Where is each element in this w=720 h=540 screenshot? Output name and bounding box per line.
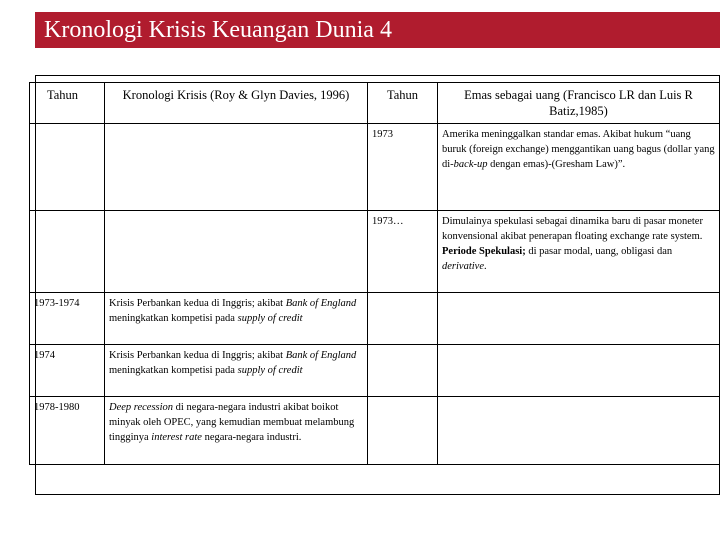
text-run: di pasar modal, uang, obligasi dan: [525, 246, 673, 257]
header-year-right: Tahun: [368, 83, 438, 124]
cell-year-left: 1978-1980: [30, 397, 105, 465]
cell-year-left: 1974: [30, 345, 105, 397]
text-run: .: [483, 261, 487, 272]
chronology-table: [29, 82, 720, 465]
table-row: [30, 211, 720, 293]
cell-gold: [438, 124, 720, 211]
text-run: Deep recession: [109, 402, 174, 413]
cell-year-right: 1973: [368, 124, 438, 211]
cell-gold: [438, 293, 720, 345]
text-run: supply of credit: [237, 313, 303, 324]
cell-crisis: [105, 124, 368, 211]
text-run: Amerika meninggalkan standar emas. Akibat hukum “uang buruk (foreign exchange) menggantikan uang bagus (dollar yang di-: [442, 129, 715, 170]
page-title: Kronologi Krisis Keuangan Dunia 4: [44, 17, 392, 43]
cell-year-right: [368, 293, 438, 345]
text-run: Krisis Perbankan kedua di Inggris; akibat: [109, 350, 286, 361]
text-run: back-up: [453, 159, 488, 170]
cell-year-left: 1973-1974: [30, 293, 105, 345]
cell-year-right: 1973…: [368, 211, 438, 293]
text-run: Dimulainya spekulasi sebagai dinamika baru di pasar moneter konvensional akibat penerapan floating exchange rate system.: [442, 216, 703, 242]
text-run: Krisis Perbankan kedua di Inggris; akibat: [109, 298, 286, 309]
text-run: Periode Spekulasi;: [442, 246, 526, 257]
cell-crisis: [105, 211, 368, 293]
table-row: [30, 345, 720, 397]
text-run: dengan emas)-(Gresham Law)”.: [487, 159, 626, 170]
table-row: [30, 293, 720, 345]
table-header-row: [30, 83, 720, 124]
text-run: meningkatkan kompetisi pada: [109, 313, 238, 324]
text-run: di negara-negara industri akibat boikot minyak oleh OPEC, yang kemudian membuat melambung tingginya: [109, 402, 355, 443]
cell-gold: [438, 345, 720, 397]
cell-crisis: [105, 293, 368, 345]
table-row: [30, 124, 720, 211]
text-run: Bank of England: [285, 298, 357, 309]
text-run: interest rate: [151, 432, 202, 443]
cell-crisis: [105, 345, 368, 397]
cell-gold: [438, 397, 720, 465]
header-crisis-chronology: Kronologi Krisis (Roy & Glyn Davies, 1996): [105, 83, 368, 124]
header-gold-as-money: Emas sebagai uang (Francisco LR dan Luis R Batiz,1985): [438, 83, 720, 124]
text-run: supply of credit: [237, 365, 303, 376]
header-year-left: Tahun: [30, 83, 105, 124]
text-run: meningkatkan kompetisi pada: [109, 365, 238, 376]
text-run: derivative: [442, 261, 484, 272]
text-run: Bank of England: [285, 350, 357, 361]
cell-year-left: [30, 124, 105, 211]
cell-gold: [438, 211, 720, 293]
cell-year-right: [368, 397, 438, 465]
text-run: negara-negara industri.: [201, 432, 302, 443]
cell-year-left: [30, 211, 105, 293]
cell-crisis: [105, 397, 368, 465]
cell-year-right: [368, 345, 438, 397]
table-row: [30, 397, 720, 465]
